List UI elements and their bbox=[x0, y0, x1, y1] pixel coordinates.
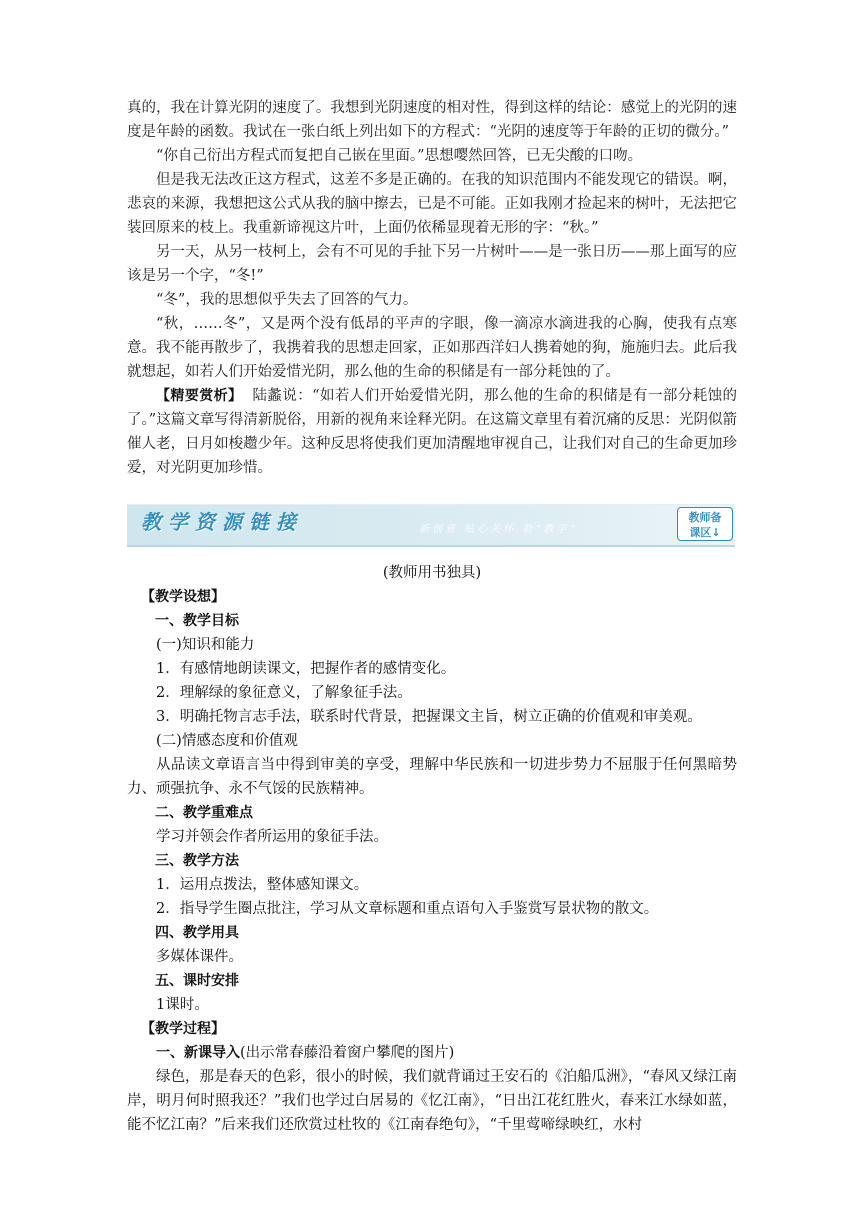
section-heading: 四、教学用具 bbox=[155, 925, 239, 941]
list-item: 2．理解绿的象征意义，了解象征手法。 bbox=[156, 685, 412, 701]
appreciation-label: 【精要赏析】 bbox=[156, 388, 243, 404]
badge-line: 课区↓ bbox=[689, 526, 721, 539]
section-heading: 一、教学目标 bbox=[155, 613, 239, 629]
subsection-heading: (一)知识和能力 bbox=[156, 637, 255, 653]
body-paragraph: 绿色，那是春天的色彩，很小的时候，我们就背诵过王安石的《泊船瓜洲》，“春风又绿江南岸，明月何时照我还？”我们也学过白居易的《忆江南》，“日出江花红胜火，春来江水绿如蓝，能不忆江南？”后来我们还欣赏过杜牧的《江南春绝句》，“千里莺啼绿映红，水村 bbox=[127, 1069, 737, 1133]
body-paragraph: 从品读文章语言当中得到审美的享受，理解中华民族和一切进步势力不屈服于任何黑暗势力、顽强抗争、永不气馁的民族精神。 bbox=[127, 757, 737, 797]
badge-line: 教师备 bbox=[688, 511, 722, 524]
intro-heading-line bbox=[127, 1041, 737, 1065]
resource-link-banner bbox=[127, 504, 735, 547]
list-item: 1．有感情地朗读课文，把握作者的感情变化。 bbox=[156, 661, 456, 677]
section-heading: 【教学设想】 bbox=[141, 589, 225, 605]
list-item: 3．明确托物言志手法，联系时代背景，把握课文主旨，树立正确的价值观和审美观。 bbox=[156, 709, 702, 725]
essay-paragraph: 另一天，从另一枝柯上，会有不可见的手扯下另一片树叶——是一张日历——那上面写的应该是另一个字，“冬!” bbox=[127, 244, 737, 284]
banner-title: 教学资源链接 bbox=[141, 510, 303, 534]
banner-slogan: 新创意 贴心关怀 助“教学” bbox=[419, 524, 578, 535]
appreciation-text: 陆蠡说：“如若人们开始爱惜光阴，那么他的生命的积储是有一部分耗蚀的了。”这篇文章写得清新脱俗，用新的视角来诠释光阴。在这篇文章里有着沉痛的反思：光阴似箭催人老，日月如梭趱少年。这种反思将使我们更加清醒地审视自己，让我们对自己的生命更加珍爱，对光阴更加珍惜。 bbox=[127, 388, 738, 476]
essay-paragraph: “你自己衍出方程式而复把自己嵌在里面。”思想嘤然回答，已无尖酸的口吻。 bbox=[156, 148, 643, 164]
list-item: 2．指导学生圈点批注，学习从文章标题和重点语句入手鉴赏写景状物的散文。 bbox=[156, 901, 659, 917]
essay-paragraph: “秋，……冬”，又是两个没有低昂的平声的字眼，像一滴凉水滴进我的心胸，使我有点寒意。我不能再散步了，我携着我的思想走回家，正如那西洋妇人携着她的狗，施施归去。此后我就想起，如若人们开始爱惜光阴，那么他的生命的积储是有一部分耗蚀的了。 bbox=[127, 316, 737, 380]
teacher-book-note: (教师用书独具) bbox=[382, 565, 482, 581]
section-heading: 三、教学方法 bbox=[155, 853, 239, 869]
body-paragraph: 多媒体课件。 bbox=[156, 949, 243, 965]
body-paragraph: 学习并领会作者所运用的象征手法。 bbox=[156, 829, 388, 845]
list-item: 1．运用点拨法，整体感知课文。 bbox=[156, 877, 369, 893]
essay-paragraph: 但是我无法改正这方程式，这差不多是正确的。在我的知识范围内不能发现它的错误。啊，悲哀的来源，我想把这公式从我的脑中擦去，已是不可能。正如我刚才捡起来的树叶，无法把它装回原来的枝上。我重新谛视这片叶，上面仍依稀显现着无形的字：“秋。” bbox=[127, 172, 737, 236]
section-heading: 二、教学重难点 bbox=[155, 805, 253, 821]
appreciation-paragraph bbox=[127, 384, 737, 480]
section-heading: 五、课时安排 bbox=[155, 973, 239, 989]
subsection-heading: (二)情感态度和价值观 bbox=[156, 733, 298, 749]
intro-heading: 一、新课导入 bbox=[156, 1045, 240, 1061]
section-heading: 【教学过程】 bbox=[141, 1021, 225, 1037]
essay-paragraph: 真的，我在计算光阴的速度了。我想到光阴速度的相对性，得到这样的结论：感觉上的光阴的速度是年龄的函数。我试在一张白纸上列出如下的方程式：“光阴的速度等于年龄的正切的微分。” bbox=[127, 100, 737, 140]
document-page bbox=[127, 96, 737, 1137]
body-paragraph: 1课时。 bbox=[156, 997, 209, 1013]
essay-paragraph: “冬”，我的思想似乎失去了回答的气力。 bbox=[156, 292, 418, 308]
teacher-area-badge bbox=[677, 507, 733, 541]
intro-note: (出示常春藤沿着窗户攀爬的图片) bbox=[240, 1045, 455, 1061]
